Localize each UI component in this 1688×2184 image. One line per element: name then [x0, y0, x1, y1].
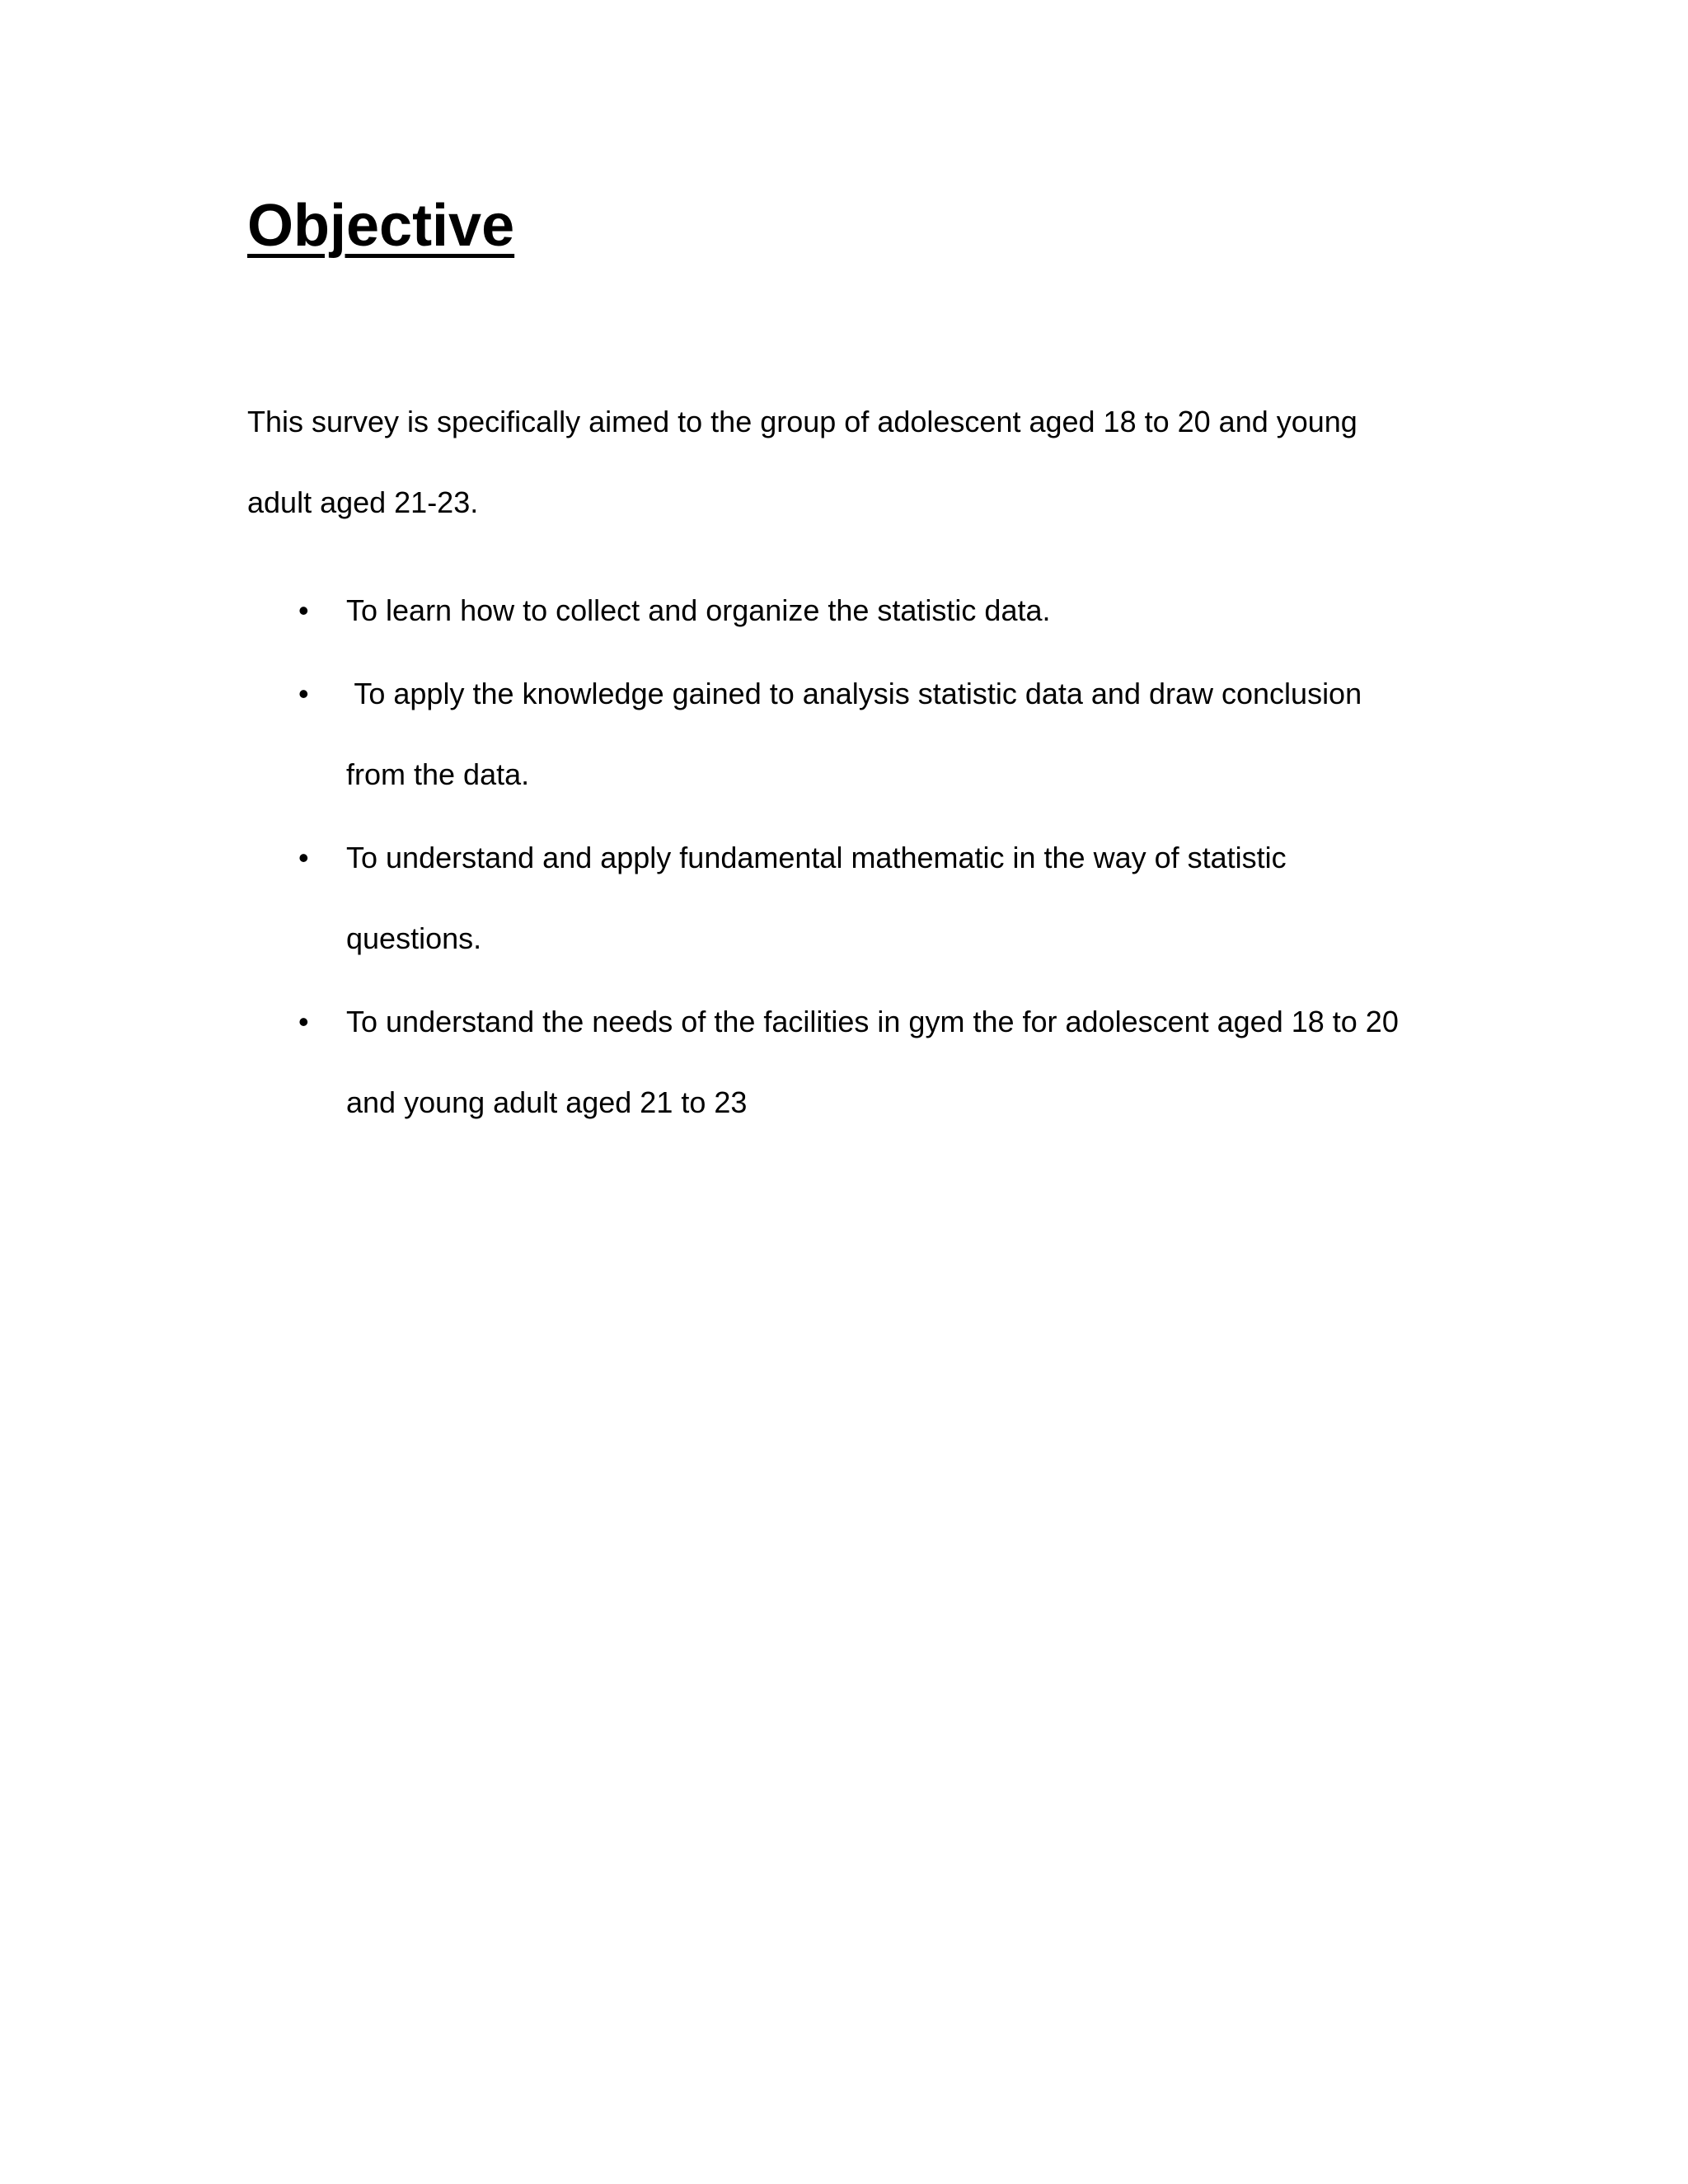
- bullet-icon: •: [298, 593, 309, 627]
- intro-line: adult aged 21-23.: [247, 485, 479, 519]
- list-item-text: To learn how to collect and organize the statistic data.: [346, 593, 1051, 627]
- list-item-text: To understand the needs of the facilities in gym the for adolescent aged 18 to 20: [346, 1005, 1399, 1038]
- intro-line: This survey is specifically aimed to the group of adolescent aged 18 to 20 and young: [247, 405, 1357, 438]
- list-item-text: from the data.: [346, 757, 530, 791]
- objectives-list: [247, 570, 1451, 1146]
- list-item: [247, 654, 1451, 815]
- bullet-icon: •: [298, 1005, 309, 1038]
- list-item-text: questions.: [346, 921, 482, 955]
- page-heading: Objective: [247, 193, 515, 259]
- list-item: [247, 570, 1451, 651]
- list-item: [247, 818, 1451, 979]
- list-item-text: and young adult aged 21 to 23: [346, 1085, 748, 1119]
- list-item: [247, 982, 1451, 1143]
- intro-paragraph: [247, 382, 1451, 543]
- bullet-icon: •: [298, 677, 309, 710]
- list-item-text: To apply the knowledge gained to analysis statistic data and draw conclusion: [346, 677, 1362, 710]
- list-item-text: To understand and apply fundamental mathematic in the way of statistic: [346, 841, 1287, 874]
- bullet-icon: •: [298, 841, 309, 874]
